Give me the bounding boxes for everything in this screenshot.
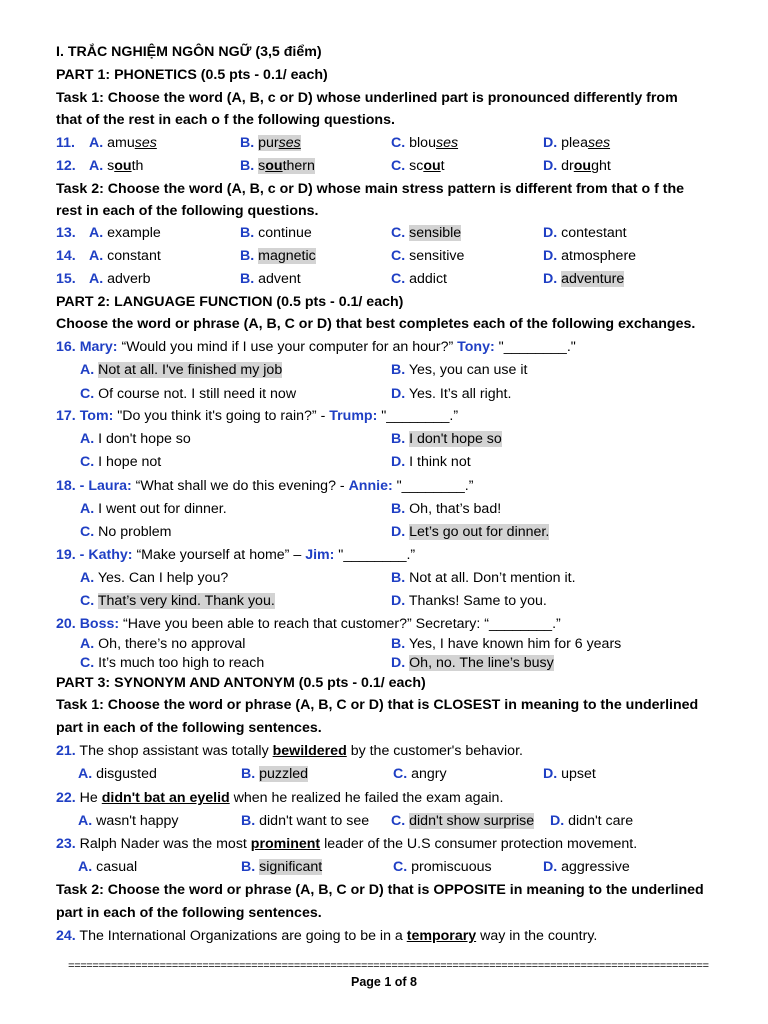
option-b[interactable]: Yes, I have known him for 6 years <box>408 636 622 652</box>
part3-title: PART 3: SYNONYM AND ANTONYM (0.5 pts - 0.1/ each) <box>56 675 426 691</box>
option-c[interactable]: angry <box>411 766 447 782</box>
option-a[interactable]: adverb <box>107 271 151 287</box>
option-c[interactable]: blouses <box>409 135 459 151</box>
option-c[interactable]: It’s much too high to reach <box>98 655 265 671</box>
question-23: 23. Ralph Nader was the most prominent leader of the U.S consumer protection movement. <box>56 836 638 852</box>
part1-task2-line2: rest in each of the following questions. <box>56 203 319 219</box>
option-c[interactable]: addict <box>409 271 447 287</box>
part3-task1-line1: Task 1: Choose the word or phrase (A, B, C or D) that is CLOSEST in meaning to the underlined <box>56 697 699 713</box>
option-c[interactable]: scout <box>409 158 445 174</box>
option-a[interactable]: south <box>107 158 144 174</box>
key-phrase: didn't bat an eyelid <box>101 790 230 806</box>
question-13: 13. A. example B. continue C. sensible D. contestant <box>56 225 627 241</box>
question-number: 12. <box>56 158 76 174</box>
option-b[interactable]: advent <box>258 271 301 287</box>
option-d[interactable]: Thanks! Same to you. <box>408 593 547 609</box>
option-a[interactable]: constant <box>107 248 161 264</box>
part2-title: PART 2: LANGUAGE FUNCTION (0.5 pts - 0.1/ each) <box>56 294 404 310</box>
option-d[interactable]: pleases <box>561 135 611 151</box>
option-a[interactable]: casual <box>96 859 138 875</box>
option-d[interactable]: I think not <box>409 454 471 470</box>
option-d[interactable]: atmosphere <box>561 248 637 264</box>
part2-instruction: Choose the word or phrase (A, B, C or D) that best completes each of the following exchanges. <box>56 316 696 332</box>
option-a[interactable]: amuses <box>107 135 157 151</box>
option-d[interactable]: didn't care <box>568 813 634 829</box>
part3-task2-line2: part in each of the following sentences. <box>56 905 322 921</box>
key-phrase: prominent <box>250 836 321 852</box>
option-a[interactable]: I went out for dinner. <box>98 501 227 517</box>
question-16: 16. Mary: “Would you mind if I use your computer for an hour?” Tony: "________." <box>56 339 576 355</box>
key-phrase: temporary <box>406 928 477 944</box>
option-a[interactable]: disgusted <box>96 766 157 782</box>
question-21: 21. The shop assistant was totally bewildered by the customer's behavior. <box>56 743 523 759</box>
option-d[interactable]: contestant <box>561 225 627 241</box>
question-19: 19. - Kathy: “Make yourself at home” – Jim: "________.” <box>56 547 416 563</box>
option-b[interactable]: purses <box>258 135 301 151</box>
option-c[interactable]: sensible <box>409 225 462 241</box>
part1-task1-line2: that of the rest in each o f the following questions. <box>56 112 395 128</box>
option-d[interactable]: aggressive <box>561 859 630 875</box>
option-b[interactable]: puzzled <box>259 766 309 782</box>
part1-title: PART 1: PHONETICS (0.5 pts - 0.1/ each) <box>56 67 328 83</box>
option-d[interactable]: Yes. It’s all right. <box>408 386 512 402</box>
option-a[interactable]: example <box>107 225 161 241</box>
option-d[interactable]: Oh, no. The line’s busy <box>409 655 554 671</box>
option-a[interactable]: I don't hope so <box>98 431 191 447</box>
option-b[interactable]: continue <box>258 225 312 241</box>
question-22: 22. He didn't bat an eyelid when he realized he failed the exam again. <box>56 790 504 806</box>
part1-task1-line1: Task 1: Choose the word (A, B, c or D) whose underlined part is pronounced differently from <box>56 90 678 106</box>
option-c[interactable]: No problem <box>98 524 172 540</box>
footer-separator: ========================================================================================================= <box>68 961 709 973</box>
section-heading: I. TRẮC NGHIỆM NGÔN NGỮ (3,5 điểm) <box>56 44 322 60</box>
part3-task1-line2: part in each of the following sentences. <box>56 720 322 736</box>
option-b[interactable]: significant <box>259 859 323 875</box>
option-d[interactable]: upset <box>561 766 596 782</box>
key-phrase: bewildered <box>272 743 347 759</box>
question-15: 15. A. adverb B. advent C. addict D. adventure <box>56 271 625 287</box>
option-a[interactable]: Yes. Can I help you? <box>97 570 229 586</box>
page-number: Page 1 of 8 <box>351 975 417 989</box>
question-24: 24. The International Organizations are going to be in a temporary way in the country. <box>56 928 598 944</box>
question-number: 11. <box>56 135 75 151</box>
option-c[interactable]: That’s very kind. Thank you. <box>97 593 275 609</box>
question-17: 17. Tom: "Do you think it's going to rain?” - Trump: "________.” <box>56 408 459 424</box>
question-14: 14. A. constant B. magnetic C. sensitive D. atmosphere <box>56 248 637 264</box>
option-a[interactable]: Not at all. I've finished my job <box>98 362 283 378</box>
question-number: 14. <box>56 248 76 264</box>
option-a[interactable]: Oh, there’s no approval <box>98 636 246 652</box>
option-d[interactable]: Let’s go out for dinner. <box>409 524 550 540</box>
option-b[interactable]: Yes, you can use it <box>408 362 528 378</box>
part3-task2-line1: Task 2: Choose the word or phrase (A, B, C or D) that is OPPOSITE in meaning to the underlined <box>56 882 704 898</box>
option-a[interactable]: wasn't happy <box>96 813 179 829</box>
option-c[interactable]: Of course not. I still need it now <box>98 386 297 402</box>
option-c[interactable]: didn't show surprise <box>409 813 535 829</box>
exam-page: I. TRẮC NGHIỆM NGÔN NGỮ (3,5 điểm) PART 1: PHONETICS (0.5 pts - 0.1/ each) Task 1: Choose the word (A, B, c or D) whose underlined part is pronounced differently from that of the rest in each o f the following questions. 11. A. amuses B. purses C. blouses D. pleases 12. A. south B. southern C. scout D. drought Task 2: Choose the word (A, B, c or D) whose main stress pattern is different from that o f the rest in each of the following questions. 13. A. example B. continue C. sensible D. contestant 14. A. constant B. magnetic C. sensitive D. atmosphere 15. A. adverb B. advent C. addict D. adventure PART 2: LANGUAGE FUNCTION (0.5 pts - 0.1/ each) Choose the word or phrase (A, B, C or D) that best completes each of the following exchanges. 16. Mary: “Would you mind if I use your computer for an hour?” Tony: "________." A. Not at all. I've finished my job B. Yes, you can use it C. Of course not. I still need it now D. Yes. It’s all right. 17. Tom: "Do you think it's going to rain?” - Trump: "________.” A. I don't hope so B. I don't hope so C. I hope not D. I think not 18. - Laura: “What shall we do this evening? - Annie: "________.” A. I went out for dinner. B. Oh, that’s bad! C. No problem D. Let’s go out for dinner. 19. - Kathy: “Make yourself at home” – Jim: "________.” A. Yes. Can I help you? B. Not at all. Don’t mention it. C. That’s very kind. Thank you. D. Thanks! Same to you. 20. Boss: “Have you been able to reach that customer?” Secretary: “________.” A. Oh, there’s no approval B. Yes, I have known him for 6 years C. It’s much too high to reach D. Oh, no. The line’s busy PART 3: SYNONYM AND ANTONYM (0.5 pts - 0.1/ each) Task 1: Choose the word or phrase (A, B, C or D) that is CLOSEST in meaning to the underlined part in each of the following sentences. 21. The shop assistant was totally bewildered by the customer's behavior. A. disgusted B. puzzled C. angry D. upset 22. He didn't bat an eyelid when he realized he failed the exam again. A. wasn't happy B. didn't want to see C. didn't show surprise D. didn't care 23. Ralph Nader was the most prominent leader of the U.S consumer protection movement. A. casual B. significant C. promiscuous D. aggressive Task 2: Choose the word or phrase (A, B, C or D) that is OPPOSITE in meaning to the underlined part in each of the following sentences. 24. The International Organizations are going to be in a temporary way in the country. ========================================================================================================= Page 1 of 8 <box>0 0 768 1024</box>
option-b[interactable]: I don't hope so <box>409 431 502 447</box>
option-c[interactable]: sensitive <box>409 248 465 264</box>
question-18: 18. - Laura: “What shall we do this evening? - Annie: "________.” <box>56 478 474 494</box>
question-20: 20. Boss: “Have you been able to reach that customer?” Secretary: “________.” <box>56 616 561 632</box>
question-number: 15. <box>56 271 76 287</box>
question-11: 11. A. amuses B. purses C. blouses D. pleases <box>56 135 611 151</box>
option-b[interactable]: didn't want to see <box>259 813 370 829</box>
option-b[interactable]: magnetic <box>258 248 316 264</box>
question-number: 13. <box>56 225 76 241</box>
question-12: 12. A. south B. southern C. scout D. drought <box>56 158 611 174</box>
part1-task2-line1: Task 2: Choose the word (A, B, c or D) whose main stress pattern is different from that o f the <box>56 181 685 197</box>
option-b[interactable]: Oh, that’s bad! <box>409 501 502 517</box>
option-c[interactable]: I hope not <box>98 454 162 470</box>
option-d[interactable]: adventure <box>561 271 625 287</box>
option-d[interactable]: drought <box>561 158 611 174</box>
option-b[interactable]: Not at all. Don’t mention it. <box>409 570 576 586</box>
option-b[interactable]: southern <box>258 158 315 174</box>
option-c[interactable]: promiscuous <box>411 859 492 875</box>
